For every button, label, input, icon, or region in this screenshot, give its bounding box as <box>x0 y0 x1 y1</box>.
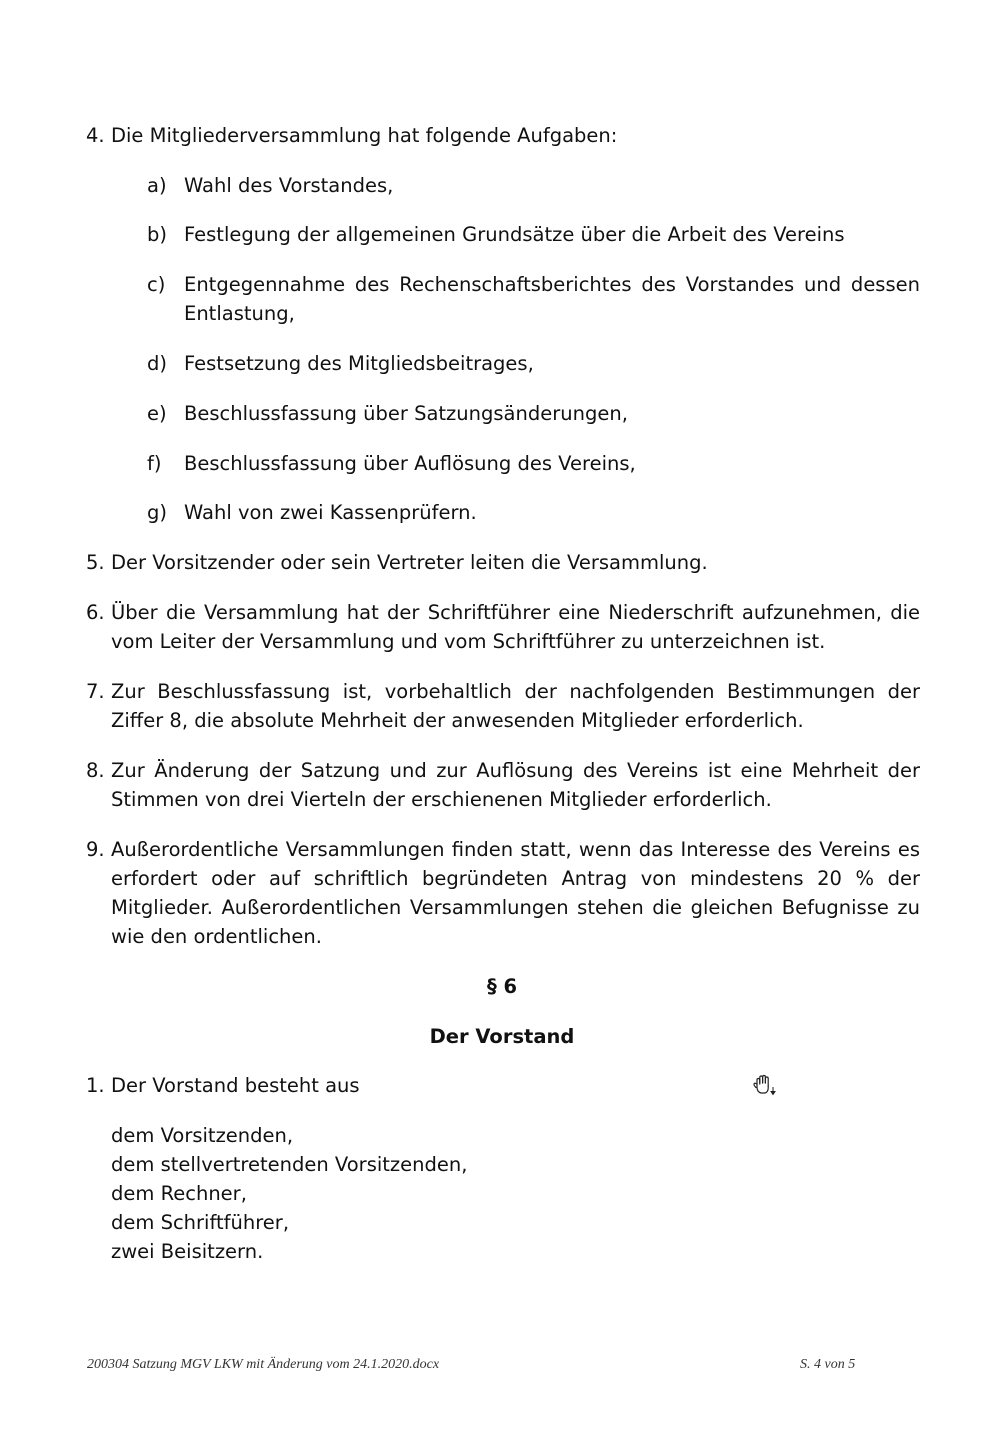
sub-item-text: Beschlussfassung über Satzungsänderungen, <box>184 402 628 425</box>
sub-item-text: Entgegennahme des Rechenschaftsberichtes des Vorstandes und dessen Entlastung, <box>184 273 920 325</box>
sub-item-text: Festlegung der allgemeinen Grundsätze über die Arbeit des Vereins <box>184 223 845 246</box>
sub-item-text: Festsetzung des Mitgliedsbeitrages, <box>184 352 534 375</box>
list-item-9 <box>86 835 920 951</box>
item-number: 9. <box>86 838 105 861</box>
sub-item-b <box>147 220 920 249</box>
sub-item-f <box>147 449 920 478</box>
member-line: dem stellvertretenden Vorsitzenden, <box>111 1153 468 1176</box>
item-number: 6. <box>86 601 105 624</box>
sub-item-text: Beschlussfassung über Auflösung des Vereins, <box>184 452 636 475</box>
item-text: Über die Versammlung hat der Schriftführer eine Niederschrift aufzunehmen, die vom Leiter der Versammlung und vom Schriftführer zu unterzeichnen ist. <box>111 601 920 653</box>
sub-item-letter: f) <box>147 452 162 475</box>
hand-cursor-icon <box>752 1073 778 1097</box>
item-number: 1. <box>86 1074 105 1097</box>
section-number: § 6 <box>486 975 518 998</box>
sub-item-text: Wahl von zwei Kassenprüfern. <box>184 501 477 524</box>
item-number: 5. <box>86 551 105 574</box>
item-text: Der Vorsitzender oder sein Vertreter leiten die Versammlung. <box>111 551 708 574</box>
footer-filename: 200304 Satzung MGV LKW mit Änderung vom 24.1.2020.docx <box>87 1357 440 1372</box>
item-number: 8. <box>86 759 105 782</box>
vorstand-member-list <box>111 1121 467 1266</box>
sub-item-letter: c) <box>147 273 166 296</box>
sub-item-letter: e) <box>147 402 167 425</box>
member-line: zwei Beisitzern. <box>111 1240 264 1263</box>
item-text: Zur Änderung der Satzung und zur Auflösung des Vereins ist eine Mehrheit der Stimmen von drei Vierteln der erschienenen Mitglieder erforderlich. <box>111 759 920 811</box>
sub-item-letter: g) <box>147 501 167 524</box>
item-number: 4. <box>86 124 105 147</box>
sub-item-g <box>147 498 920 527</box>
sub-item-letter: a) <box>147 174 167 197</box>
sub-item-c <box>147 270 920 328</box>
member-line: dem Schriftführer, <box>111 1211 290 1234</box>
list-item-4 <box>86 121 920 150</box>
sub-item-text: Wahl des Vorstandes, <box>184 174 394 197</box>
section-title: Der Vorstand <box>429 1025 575 1048</box>
list-item-8 <box>86 756 920 814</box>
item-number: 7. <box>86 680 105 703</box>
list-item-7 <box>86 677 920 735</box>
item-text: Zur Beschlussfassung ist, vorbehaltlich der nachfolgenden Bestimmungen der Ziffer 8, die absolute Mehrheit der anwesenden Mitglieder erforderlich. <box>111 680 920 732</box>
sub-item-letter: b) <box>147 223 167 246</box>
item-text: Der Vorstand besteht aus <box>111 1074 360 1097</box>
item-text: Außerordentliche Versammlungen finden statt, wenn das Interesse des Vereins es erfordert oder auf schriftlich begründeten Antrag von mindestens 20 % der Mitglieder. Außerordentlichen Versammlungen stehen die gleichen Befugnisse zu wie den ordentlichen. <box>111 838 920 948</box>
member-line: dem Rechner, <box>111 1182 247 1205</box>
vorstand-item-1 <box>86 1071 920 1100</box>
list-item-6 <box>86 598 920 656</box>
footer-page-number: S. 4 von 5 <box>800 1357 856 1372</box>
sub-item-d <box>147 349 920 378</box>
member-line: dem Vorsitzenden, <box>111 1124 294 1147</box>
sub-item-e <box>147 399 920 428</box>
item-text: Die Mitgliederversammlung hat folgende Aufgaben: <box>111 124 618 147</box>
sub-item-a <box>147 171 920 200</box>
list-item-5 <box>86 548 920 577</box>
sub-item-letter: d) <box>147 352 167 375</box>
